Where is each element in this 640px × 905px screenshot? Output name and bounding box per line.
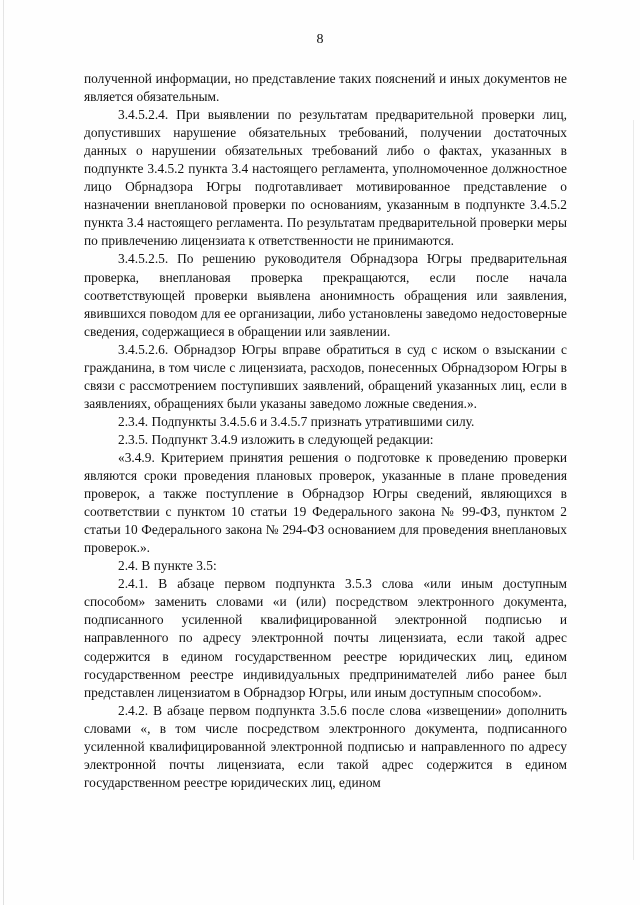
paragraph: 2.4.1. В абзаце первом подпункта 3.5.3 слова «или иным доступным способом» заменить словами «и (или) посредством электронного документа, подписанного усиленной квалифицированной электронной подписью и направленного по адресу электронной почты лицензиата, если такой адрес содержится в едином государственном реестре юридических лиц, едином государственном реестре индивидуальных предпринимателей либо ранее был представлен лицензиатом в Обрнадзор Югры, или иным доступным способом». — [84, 576, 567, 700]
paragraph: 2.4.2. В абзаце первом подпункта 3.5.6 после слова «извещении» дополнить словами «, в том числе посредством электронного документа, подписанного усиленной квалифицированной электронной подписью и направленного по адресу электронной почты лицензиата, если такой адрес содержится в едином государственном реестре юридических лиц, едином — [84, 702, 567, 790]
paragraph: 2.4. В пункте 3.5: — [118, 558, 217, 574]
page-number: 8 — [316, 32, 324, 47]
paragraph: 3.4.5.2.6. Обрнадзор Югры вправе обратиться в суд с иском о взыскании с гражданина, в том числе с лицензиата, расходов, понесенных Обрнадзором Югры в связи с рассмотрением поступивших заявлений, обращений указанных лиц, если в заявлениях, обращениях были указаны заведомо ложные сведения.». — [84, 341, 567, 411]
paragraph: 2.3.5. Подпункт 3.4.9 изложить в следующей редакции: — [118, 431, 434, 447]
scan-edge — [3, 0, 4, 905]
paragraph: 2.3.4. Подпункты 3.4.5.6 и 3.4.5.7 признать утратившими силу. — [118, 413, 475, 429]
paragraph: 3.4.5.2.5. По решению руководителя Обрнадзора Югры предварительная проверка, внеплановая проверка прекращаются, если после начала соответствующей проверки выявлена анонимность обращения или заявления, явившихся поводом для ее организации, либо установлены заведомо недостоверные сведения, содержащиеся в обращении или заявлении. — [84, 251, 567, 339]
document-body — [84, 70, 567, 792]
paragraph: полученной информации, но представление таких пояснений и иных документов не является обязательным. — [84, 71, 567, 105]
paragraph: «3.4.9. Критерием принятия решения о подготовке к проведению проверки являются сроки проведения плановых проверок, указанные в плане проведения проверок, а также поступление в Обрнадзор Югры сведений, являющихся в соответствии с пунктом 10 статьи 19 Федерального закона № 99-ФЗ, пунктом 2 статьи 10 Федерального закона № 294-ФЗ основанием для проведения внеплановых проверок.». — [84, 449, 567, 556]
paragraph: 3.4.5.2.4. При выявлении по результатам предварительной проверки лиц, допустивших нарушение обязательных требований, получении достаточных данных о нарушении обязательных требований либо о фактах, указанных в подпункте 3.4.5.2 пункта 3.4 настоящего регламента, уполномоченное должностное лицо Обрнадзора Югры подготавливает мотивированное представление о назначении внеплановой проверки по основаниям, указанным в подпункте 3.4.5.2 пункта 3.4 настоящего регламента. По результатам предварительной проверки меры по привлечению лицензиата к ответственности не принимаются. — [84, 107, 567, 249]
scan-edge — [633, 120, 634, 860]
